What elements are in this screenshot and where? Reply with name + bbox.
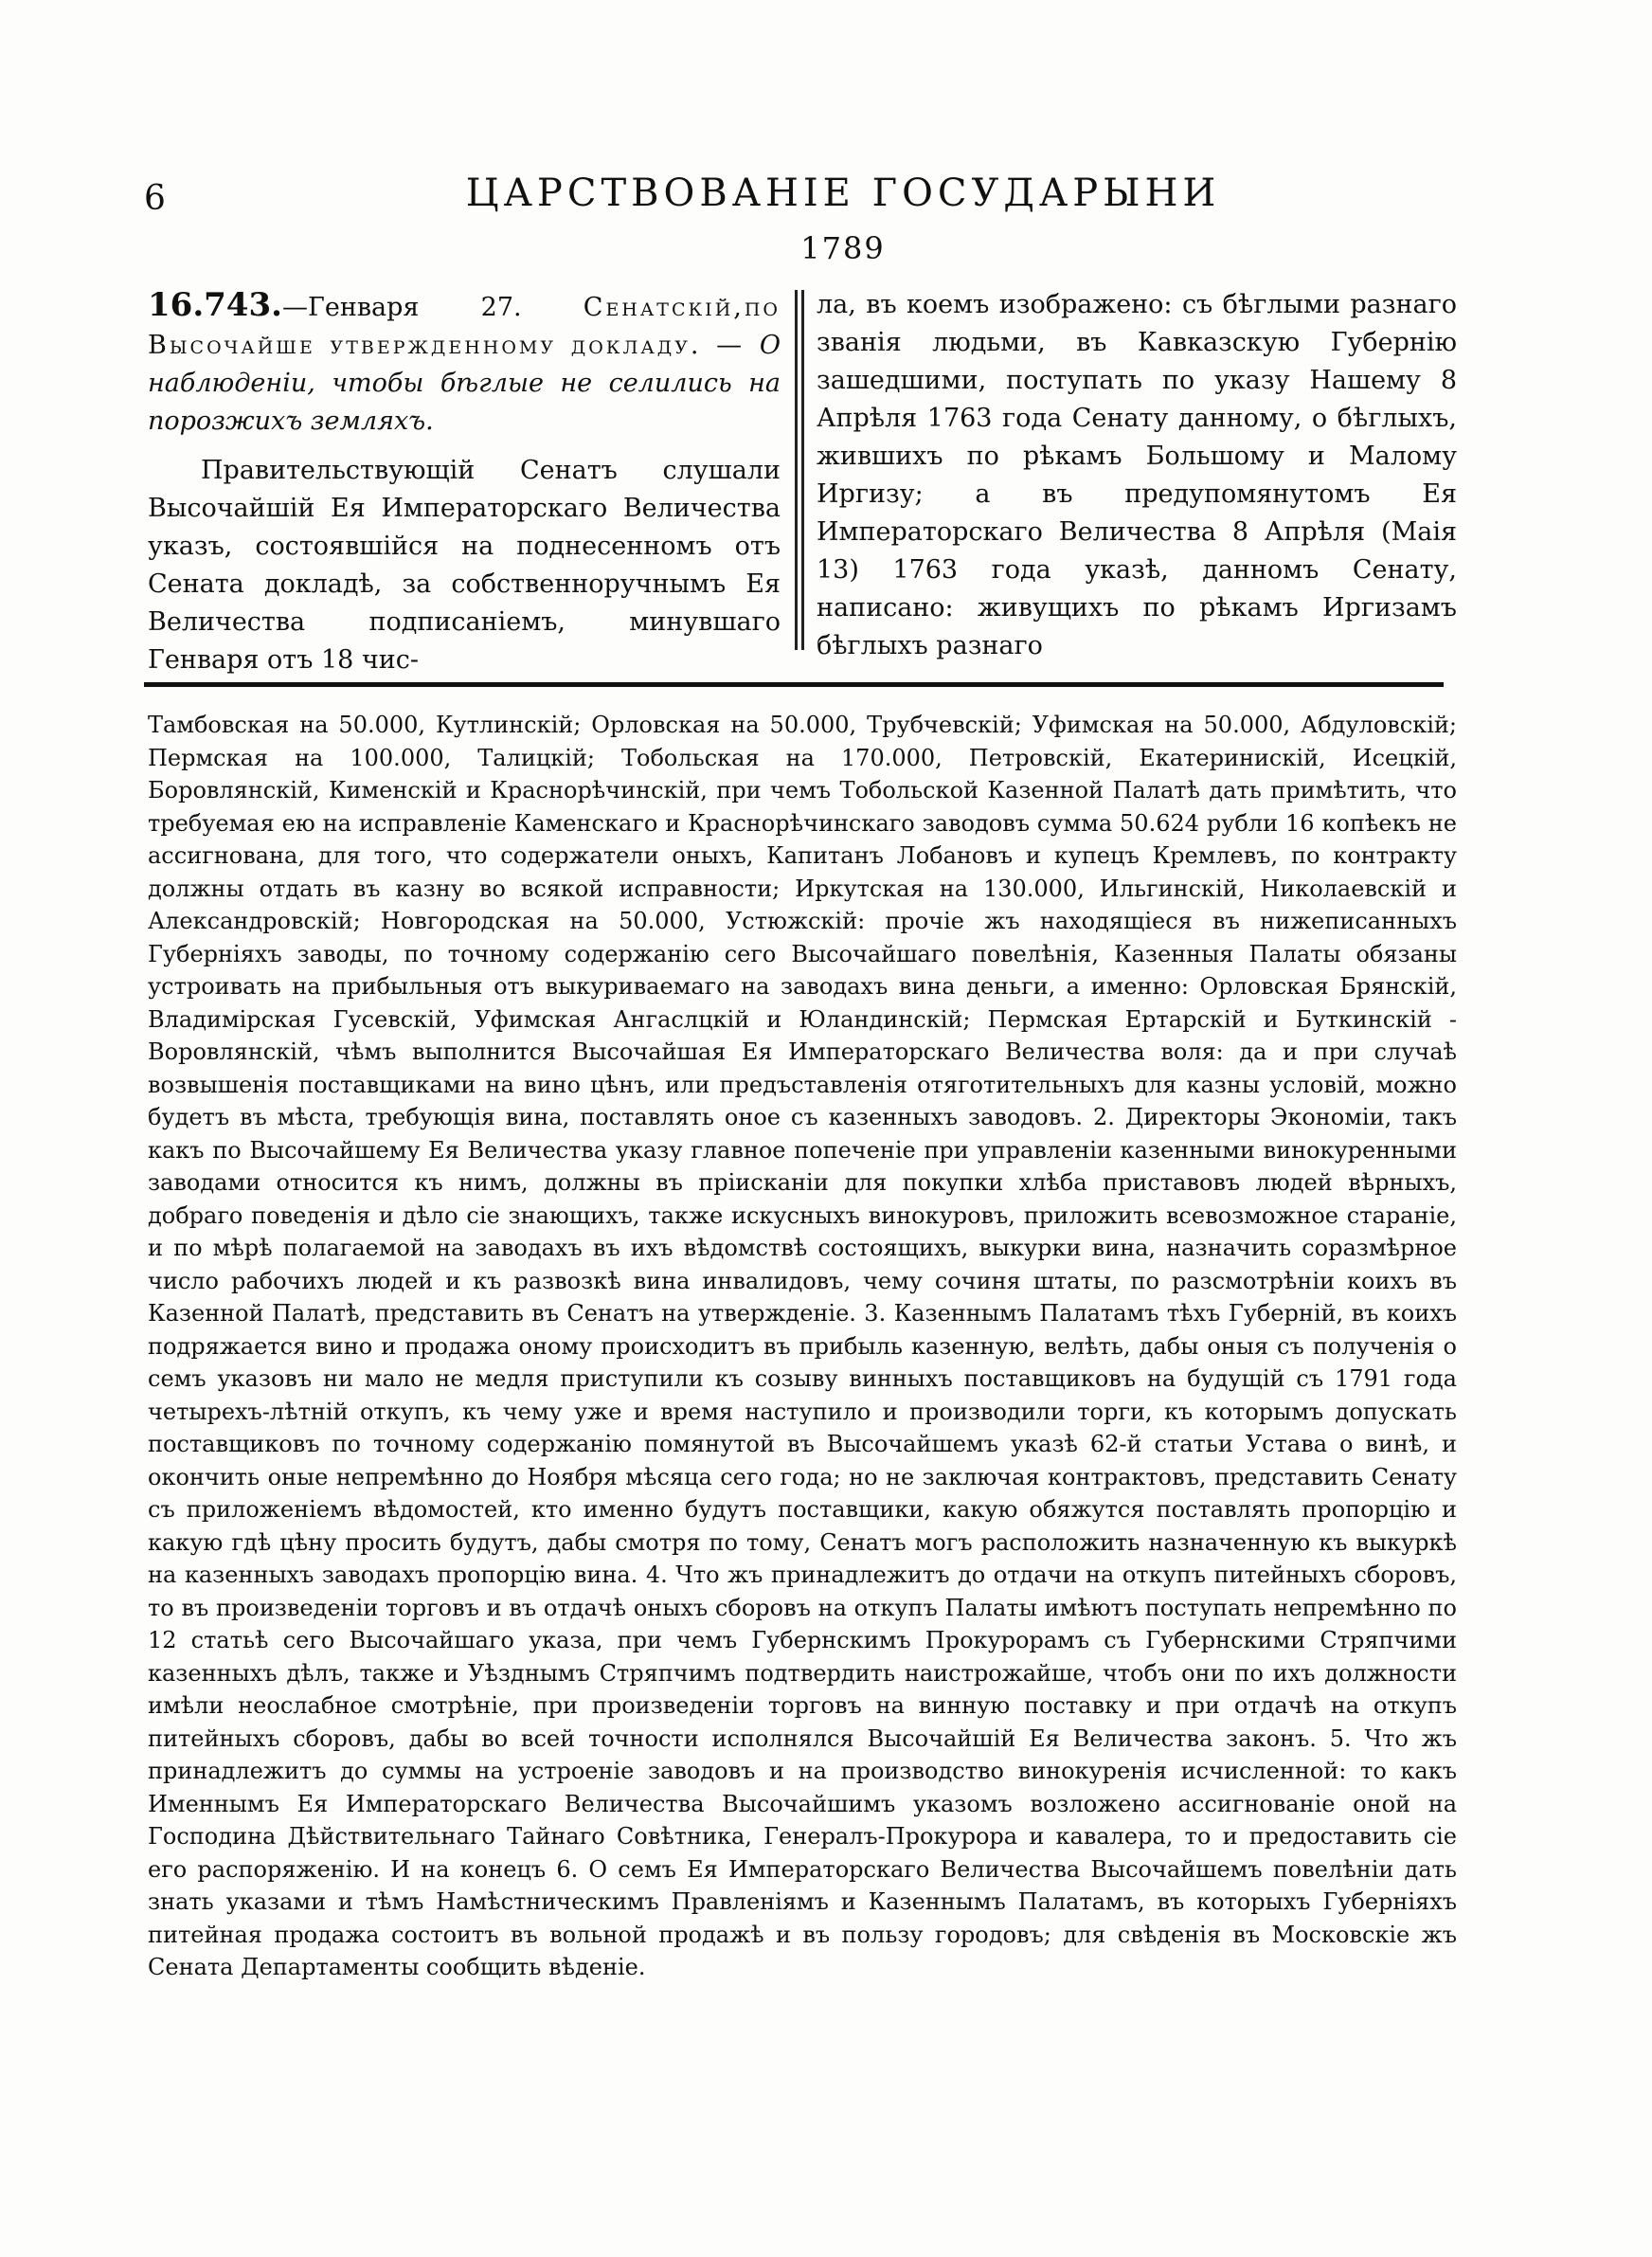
decree-issuer-rest: по Высочайше утвержденному докладу. — — [148, 293, 781, 360]
left-column — [148, 286, 781, 679]
decree-heading — [148, 286, 781, 441]
right-column — [817, 286, 1457, 665]
decree-body-right: ла, въ коемъ изображено: съ бѣглыми разнаго званія людьми, въ Кавказскую Губернію зашедшими, поступать по указу Нашему 8 Апрѣля 1763 года Сенату данному, о бѣглыхъ, жившихъ по рѣкамъ Большому и Малому Иргизу; а въ предупомянутомъ Ея Императорскаго Величества 8 Апрѣля (Маія 13) 1763 года указѣ, данномъ Сенату, написано: живущихъ по рѣкамъ Иргизамъ бѣглыхъ разнаго — [817, 290, 1457, 660]
year-heading: 1789 — [800, 230, 886, 266]
running-head: ЦАРСТВОВАНІЕ ГОСУДАРЫНИ — [465, 172, 1221, 215]
decree-date: —Генваря 27. — [281, 293, 584, 322]
footnote-text: Тамбовская на 50.000, Кутлинскій; Орловская на 50.000, Трубчевскій; Уфимская на 50.000, Абдуловскій; Пермская на 100.000, Талицкій; Тобольская на 170.000, Петровскій, Екатеринискій, Исецкій, Боровлянскій, Кименскій и Краснорѣчинскій, при чемъ Тобольской Казенной Палатѣ дать примѣтить, что требуемая ею на исправленіе Каменскаго и Краснорѣчинскаго заводовъ сумма 50.624 рубли 16 копѣекъ не ассигнована, для того, что содержатели оныхъ, Капитанъ Лобановъ и купецъ Кремлевъ, по контракту должны отдать въ казну во всякой исправности; Иркутская на 130.000, Ильгинскій, Николаевскій и Александровскій; Новгородская на 50.000, Устюжскій: прочіе жъ находящіеся въ нижеписанныхъ Губерніяхъ заводы, по точному содержанію сего Высочайшаго повелѣнія, Казенныя Палаты обязаны устроивать на прибыльныя отъ выкуриваемаго на заводахъ вина деньги, а именно: Орловская Брянскій, Владимірская Гусевскій, Уфимская Ангаслцкій и Юландинскій; Пермская Ертарскій и Буткинскій - Воровлянскій, чѣмъ выполнится Высочайшая Ея Императорскаго Величества воля: да и при случаѣ возвышенія поставщиками на вино цѣнъ, или предъставленія отяготительныхъ для казны условій, можно будетъ въ мѣста, требующія вина, поставлять оное съ казенныхъ заводовъ. 2. Директоры Экономіи, такъ какъ по Высочайшему Ея Величества указу главное попеченіе при управленіи казенными винокуренными заводами относится къ нимъ, должны въ пріисканіи для покупки хлѣба приставовъ людей вѣрныхъ, добраго поведенія и дѣло сіе знающихъ, также искусныхъ винокуровъ, приложить всевозможное стараніе, и по мѣрѣ полагаемой на заводахъ въ ихъ вѣдомствѣ состоящихъ, выкурки вина, назначить соразмѣрное число рабочихъ людей и къ развозкѣ вина инвалидовъ, чему сочиня штаты, по разсмотрѣніи коихъ въ Казенной Палатѣ, представить въ Сенатъ на утвержденіе. 3. Казеннымъ Палатамъ тѣхъ Губерній, въ коихъ подряжается вино и продажа оному происходитъ въ прибыль казенную, велѣть, дабы оныя съ полученія о семъ указовъ ни мало не медля приступили къ созыву винныхъ поставщиковъ на будущій съ 1791 года четырехъ-лѣтній откупъ, къ чему уже и время наступило и производили торги, къ которымъ допускать поставщиковъ по точному содержанію помянутой въ Высочайшемъ указѣ 62-й статьи Устава о винѣ, и окончить оные непремѣнно до Ноября мѣсяца сего года; но не заключая контрактовъ, представить Сенату съ приложеніемъ вѣдомостей, кто именно будутъ поставщики, какую обяжутся поставлять пропорцію и какую гдѣ цѣну просить будутъ, дабы смотря по тому, Сенатъ могъ расположить назначенную къ выкуркѣ на казенныхъ заводахъ пропорцію вина. 4. Что жъ принадлежитъ до отдачи на откупъ питейныхъ сборовъ, то въ произведеніи торговъ и въ отдачѣ оныхъ сборовъ на откупъ Палаты имѣютъ поступать непремѣнно по 12 статьѣ сего Высочайшаго указа, при чемъ Губернскимъ Прокурорамъ съ Губернскими Стряпчими казенныхъ дѣлъ, также и Уѣзднымъ Стряпчимъ подтвердить наистрожайше, чтобъ они по ихъ должности имѣли неослабное смотрѣніе, при произведеніи торговъ на винную поставку и при отдачѣ на откупъ питейныхъ сборовъ, дабы во всей точности исполнялся Высочайшій Ея Величества законъ. 5. Что жъ принадлежитъ до суммы на устроеніе заводовъ и на производство винокуренія исчисленной: то какъ Именнымъ Ея Императорскаго Величества Высочайшимъ указомъ возложено ассигнованіе оной на Господина Дѣйствительнаго Тайнаго Совѣтника, Генералъ-Прокурора и кавалера, то и предоставить сіе его распоряженію. И на конецъ 6. О семъ Ея Императорскаго Величества Высочайшемъ повелѣніи дать знать указами и тѣмъ Намѣстническимъ Правленіямъ и Казеннымъ Палатамъ, въ которыхъ Губерніяхъ питейная продажа состоитъ въ вольной продажѣ и въ пользу городовъ; для свѣденія въ Московскіе жъ Сената Департаменты сообщить вѣденіе. — [148, 712, 1457, 1980]
column-divider — [795, 290, 798, 650]
decree-body-left: Правительствующій Сенатъ слушали Высочайшій Ея Императорскаго Величества указъ, состоявшійся на поднесенномъ отъ Сената докладѣ, за собственноручнымъ Ея Величества подписаніемъ, минувшаго Генваря отъ 18 чис- — [148, 456, 781, 675]
footnote-rule — [144, 682, 1444, 687]
footnote — [148, 709, 1457, 1984]
decree-summary: О наблюденіи, чтобы бѣглые не селились на порозжихъ земляхъ. — [148, 331, 781, 436]
decree-issuer: Сенатскій, — [583, 293, 745, 322]
decree-number: 16.743. — [148, 286, 282, 324]
page-number: 6 — [144, 179, 166, 218]
column-divider — [801, 290, 804, 650]
